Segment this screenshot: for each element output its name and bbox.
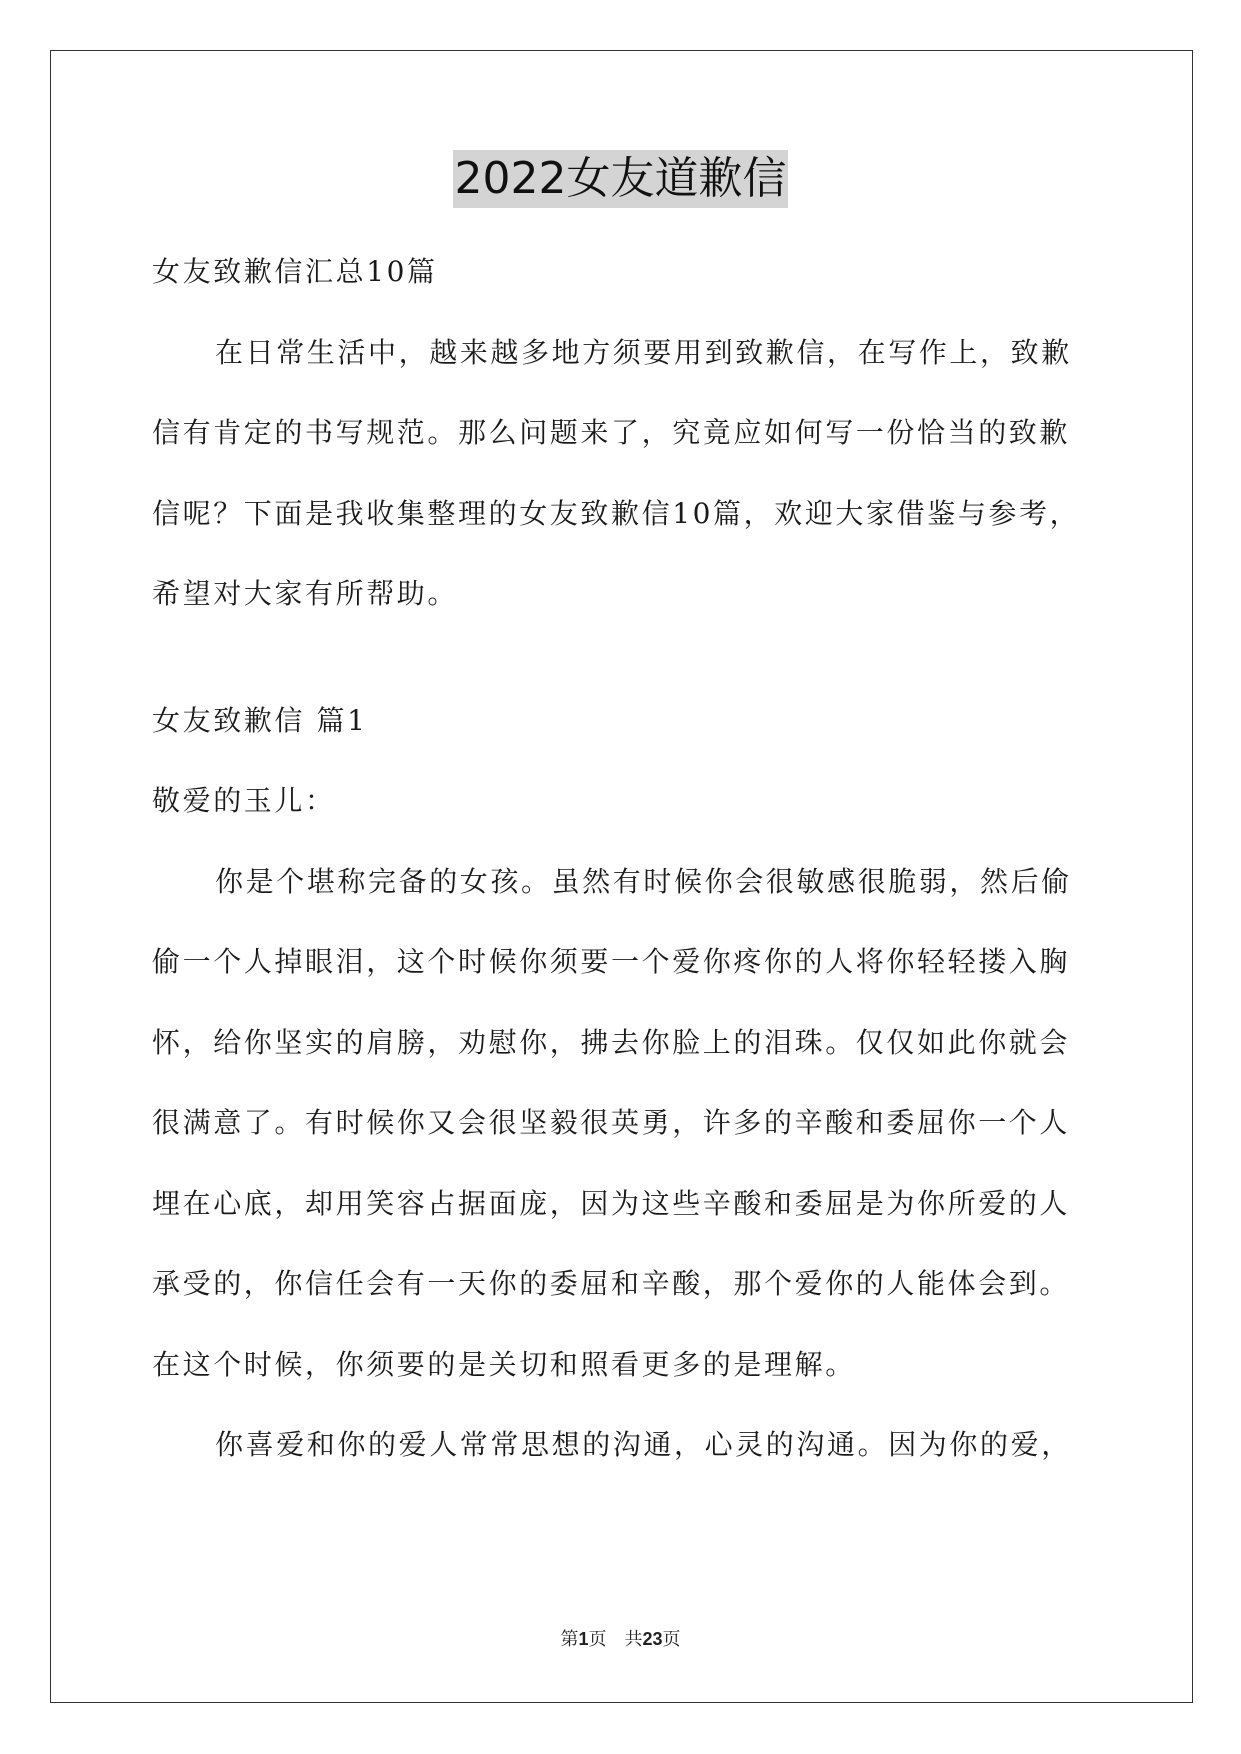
spacer	[152, 635, 1097, 681]
body-line: 偷一个人掉眼泪，这个时候你须要一个爱你疼你的人将你轻轻搂入胸	[152, 945, 1071, 978]
body-line: 你是个堪称完备的女孩。虽然有时候你会很敏感很脆弱，然后偷	[215, 864, 1072, 898]
footer-suffix: 页	[662, 1629, 681, 1650]
body-line: 埋在心底，却用笑容占据面庞，因为这些辛酸和委屈是为你所爱的人	[152, 1186, 1071, 1220]
intro-line: 在日常生活中，越来越多地方须要用到致歉信，在写作上，致歉	[215, 335, 1072, 369]
page-footer	[0, 1625, 1241, 1651]
intro-line: 信呢？下面是我收集整理的女友致歉信10篇，欢迎大家借鉴与参考，	[152, 496, 1081, 530]
intro-line: 信有肯定的书写规范。那么问题来了，究竟应如何写一份恰当的致歉	[152, 416, 1071, 449]
document-body	[152, 232, 1097, 1486]
total-page-number: 23	[642, 1629, 663, 1649]
footer-prefix: 第	[560, 1629, 579, 1650]
body-line: 在这个时候，你须要的是关切和照看更多的是理解。	[152, 1347, 856, 1381]
salutation: 敬爱的玉儿：	[152, 784, 336, 817]
body-line: 承受的，你信任会有一天你的委屈和辛酸，那个爱你的人能体会到。	[152, 1267, 1071, 1300]
section-heading: 女友致歉信 篇1	[152, 703, 368, 737]
body-line: 很满意了。有时候你又会很坚毅很英勇，许多的辛酸和委屈你一个人	[152, 1106, 1071, 1139]
current-page-number: 1	[578, 1629, 589, 1649]
document-title: 2022女友道歉信	[453, 150, 789, 208]
body-line: 你喜爱和你的爱人常常思想的沟通，心灵的沟通。因为你的爱，	[215, 1428, 1072, 1461]
intro-line: 希望对大家有所帮助。	[152, 577, 459, 610]
body-line: 怀，给你坚实的肩膀，劝慰你，拂去你脸上的泪珠。仅仅如此你就会	[152, 1025, 1071, 1059]
title-container	[0, 150, 1241, 208]
subtitle: 女友致歉信汇总10篇	[152, 255, 438, 288]
footer-mid: 页 共	[588, 1629, 643, 1650]
